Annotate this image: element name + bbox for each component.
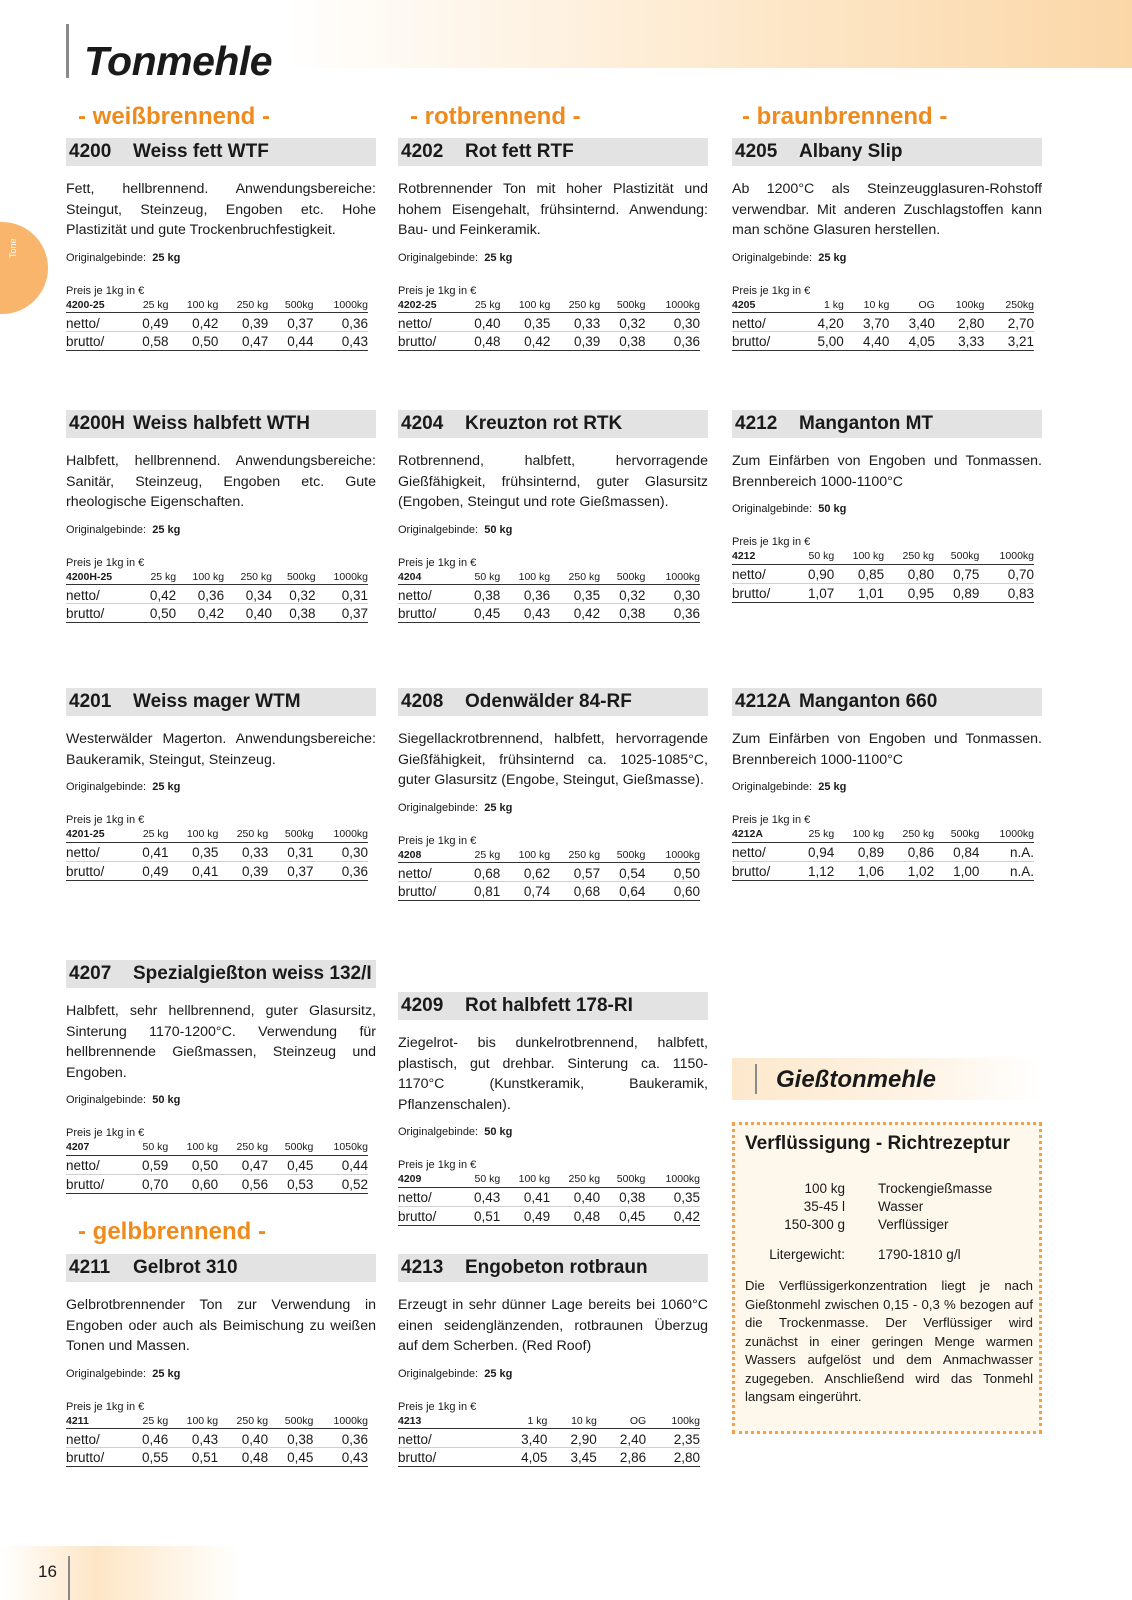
- package-size: 25 kg: [152, 781, 181, 793]
- price-heading: Preis je 1kg in €: [398, 834, 477, 847]
- price-heading: Preis je 1kg in €: [66, 284, 145, 297]
- product-4201: [66, 688, 376, 881]
- price-table: 4207 50 kg 100 kg 250 kg 500kg 1050kg netto/ 0,59 0,50 0,47 0,45 0,44 brutto/ 0,70 0,60 0,56 0,53 0,52: [66, 1141, 368, 1192]
- product-4208: [398, 688, 708, 901]
- product-description: Halbfett, hellbrennend. Anwendungsbereiche: Sanitär, Steinzeug, Engoben etc. Gute rheologische Eigenschaften.: [66, 453, 376, 510]
- package-size: 25 kg: [152, 523, 181, 536]
- product-name: Kreuzton rot RTK: [465, 413, 623, 434]
- product-name: Manganton 660: [799, 691, 938, 712]
- side-tab-label: Tone: [8, 238, 18, 258]
- product-title: [66, 410, 376, 438]
- price-heading: Preis je 1kg in €: [732, 536, 811, 548]
- package-info: Originalgebinde: 25 kg: [66, 1367, 181, 1380]
- price-heading: Preis je 1kg in €: [398, 1159, 477, 1171]
- product-4207: [66, 960, 376, 1194]
- footer-gradient: [0, 1546, 240, 1600]
- product-4205: [732, 138, 1042, 351]
- section-gelbbrennend: - gelbbrennend -: [78, 1218, 266, 1245]
- package-size: 50 kg: [818, 503, 847, 515]
- package-size: 25 kg: [484, 1367, 513, 1380]
- product-number: 4209: [401, 995, 444, 1016]
- title-accent-bar: [66, 24, 69, 78]
- package-info: Originalgebinde: 25 kg: [66, 251, 181, 264]
- product-description: Zum Einfärben von Engoben und Tonmassen. Brennbereich 1000-1100°C: [732, 453, 1042, 490]
- package-size: 25 kg: [818, 251, 847, 264]
- product-number: 4200: [69, 141, 112, 162]
- product-description: Ab 1200°C als Steinzeugglasuren-Rohstoff verwendbar. Mit anderen Zuschlagstoffen kann man schöne Glasuren herstellen.: [732, 181, 1042, 238]
- price-heading: Preis je 1kg in €: [66, 556, 145, 569]
- package-info: Originalgebinde: 25 kg: [66, 523, 181, 536]
- product-title: [398, 410, 708, 438]
- page-number: 16: [38, 1562, 57, 1581]
- product-description: Westerwälder Magerton. Anwendungsbereiche: Baukeramik, Steingut, Steinzeug.: [66, 731, 376, 768]
- package-info: Originalgebinde: 25 kg: [732, 251, 847, 264]
- product-description: Erzeugt in sehr dünner Lage bereits bei 1060°C einen seidenglänzenden, rotbraunen Überzug auf dem Scherben. (Red Roof): [398, 1297, 708, 1354]
- product-title: [398, 688, 708, 716]
- product-number: 4213: [401, 1257, 444, 1278]
- product-title: [398, 992, 708, 1020]
- product-name: Weiss mager WTM: [133, 691, 301, 712]
- package-info: Originalgebinde: 50 kg: [398, 523, 513, 536]
- package-info: Originalgebinde: 25 kg: [398, 251, 513, 264]
- product-number: 4204: [401, 413, 444, 434]
- product-description: Fett, hellbrennend. Anwendungsbereiche: Steingut, Steinzeug, Engoben etc. Hohe Plastizität und gute Trockenbruchfestigkeit.: [66, 181, 376, 238]
- price-heading: Preis je 1kg in €: [398, 1400, 477, 1413]
- product-4200: [66, 138, 376, 351]
- product-4213: [398, 1254, 708, 1467]
- product-number: 4212A: [735, 691, 791, 712]
- product-name: Spezialgießton weiss 132/I: [133, 963, 372, 984]
- price-heading: Preis je 1kg in €: [732, 284, 811, 297]
- section-braunbrennend: - braunbrennend -: [742, 103, 948, 130]
- package-size: 50 kg: [152, 1094, 181, 1106]
- package-size: 25 kg: [152, 251, 181, 264]
- product-name: Albany Slip: [799, 141, 903, 162]
- price-table: 4205 1 kg 10 kg OG 100kg 250kg netto/ 4,20 3,70 3,40 2,80 2,70 brutto/ 5,00 4,40 4,05 3,33 3,21: [732, 298, 1034, 349]
- package-info: Originalgebinde: 50 kg: [66, 1094, 181, 1106]
- price-table: 4204 50 kg 100 kg 250 kg 500kg 1000kg netto/ 0,38 0,36 0,35 0,32 0,30 brutto/ 0,45 0,43 0,42 0,38 0,36: [398, 570, 700, 621]
- price-table: 4211 25 kg 100 kg 250 kg 500kg 1000kg netto/ 0,46 0,43 0,40 0,38 0,36 brutto/ 0,55 0,51 0,48 0,45 0,43: [66, 1414, 368, 1465]
- package-size: 25 kg: [484, 251, 513, 264]
- price-table: 4212 50 kg 100 kg 250 kg 500kg 1000kg netto/ 0,90 0,85 0,80 0,75 0,70 brutto/ 1,07 1,01 0,95 0,89 0,83: [732, 550, 1034, 601]
- package-size: 50 kg: [484, 1126, 513, 1138]
- product-description: Zum Einfärben von Engoben und Tonmassen. Brennbereich 1000-1100°C: [732, 731, 1042, 768]
- product-name: Rot fett RTF: [465, 141, 574, 162]
- product-name: Gelbrot 310: [133, 1257, 238, 1278]
- product-name: Weiss fett WTF: [133, 141, 269, 162]
- giesstonmehle-title: Gießtonmehle: [776, 1066, 937, 1093]
- package-info: Originalgebinde: 25 kg: [398, 1367, 513, 1380]
- product-number: 4208: [401, 691, 444, 712]
- price-heading: Preis je 1kg in €: [398, 284, 477, 297]
- product-4200H: [66, 410, 376, 623]
- product-name: Rot halbfett 178-RI: [465, 995, 633, 1016]
- product-name: Engobeton rotbraun: [465, 1257, 648, 1278]
- package-info: Originalgebinde: 50 kg: [398, 1126, 513, 1138]
- section-rotbrennend: - rotbrennend -: [410, 103, 581, 130]
- product-name: Odenwälder 84-RF: [465, 691, 632, 712]
- package-size: 50 kg: [484, 523, 513, 536]
- price-table: 4200H-25 25 kg 100 kg 250 kg 500kg 1000kg netto/ 0,42 0,36 0,34 0,32 0,31 brutto/ 0,50 0,42 0,40 0,38 0,37: [66, 570, 368, 621]
- giesstonmehle-accent-bar: [755, 1064, 757, 1094]
- recipe-title: Verflüssigung - Richtrezeptur: [745, 1133, 1010, 1154]
- product-name: Weiss halbfett WTH: [133, 413, 310, 434]
- product-title: [66, 960, 376, 988]
- product-4211: [66, 1254, 376, 1467]
- product-title: [398, 1254, 708, 1282]
- product-4204: [398, 410, 708, 623]
- footer-accent-bar: [68, 1556, 70, 1600]
- product-number: 4207: [69, 963, 112, 984]
- product-title: [398, 138, 708, 166]
- product-4202: [398, 138, 708, 351]
- product-description: Halbfett, sehr hellbrennend, guter Glasursitz, Sinterung 1170-1200°C. Verwendung für hellbrennende Gießmassen, Steinzeug und Engoben.: [66, 1003, 376, 1081]
- package-info: Originalgebinde: 25 kg: [66, 781, 181, 793]
- product-number: 4201: [69, 691, 112, 712]
- product-number: 4200H: [69, 413, 125, 434]
- product-4212: [732, 410, 1042, 603]
- product-4212A: [732, 688, 1042, 881]
- product-title: [732, 138, 1042, 166]
- product-number: 4211: [69, 1257, 111, 1278]
- price-table: 4209 50 kg 100 kg 250 kg 500kg 1000kg netto/ 0,43 0,41 0,40 0,38 0,35 brutto/ 0,51 0,49 0,48 0,45 0,42: [398, 1173, 700, 1224]
- price-table: 4201-25 25 kg 100 kg 250 kg 500kg 1000kg netto/ 0,41 0,35 0,33 0,31 0,30 brutto/ 0,49 0,41 0,39 0,37 0,36: [66, 828, 368, 879]
- product-number: 4202: [401, 141, 444, 162]
- product-4209: [398, 992, 708, 1226]
- price-table: 4213 1 kg 10 kg OG 100kg netto/ 3,40 2,90 2,40 2,35 brutto/ 4,05 3,45 2,86 2,80: [398, 1414, 700, 1465]
- product-title: [732, 410, 1042, 438]
- price-table: 4202-25 25 kg 100 kg 250 kg 500kg 1000kg netto/ 0,40 0,35 0,33 0,32 0,30 brutto/ 0,48 0,42 0,39 0,38 0,36: [398, 298, 700, 349]
- product-description: Gelbrotbrennender Ton zur Verwendung in Engoben oder auch als Beimischung zu weißen Tonen und Massen.: [66, 1297, 376, 1354]
- price-heading: Preis je 1kg in €: [66, 1400, 145, 1413]
- product-title: [66, 138, 376, 166]
- recipe-note: Die Verflüssigerkonzentration liegt je nach Gießtonmehl zwischen 0,15 - 0,3 % bezogen auf die Trockenmasse. Der Verflüssiger wird zunächst in einer geringen Menge warmen Wassers aufgelöst und dem Anmachwasser zugegeben. Anschließend wird das Tonmehl langsam eingerührt.: [745, 1278, 1033, 1404]
- product-title: [66, 688, 376, 716]
- product-number: 4205: [735, 141, 778, 162]
- recipe-box: Verflüssigung - Richtrezeptur 100 kg Trockengießmasse 35-45 l Wasser 150-300 g Verflüssiger Litergewicht: 1790-1810 g/l Die Verflüssigerkonzentration liegt je nach Gießtonmehl zwischen 0,15 - 0,3 % bezogen auf die Trockenmasse. Der Verflüssiger wird zunächst in einer geringen Menge warmen Wassers aufgelöst und dem Anmachwasser zugegeben. Anschließend wird das Tonmehl langsam eingerührt.: [732, 1122, 1042, 1434]
- product-title: [66, 1254, 376, 1282]
- package-size: 25 kg: [152, 1367, 181, 1380]
- price-table: 4212A 25 kg 100 kg 250 kg 500kg 1000kg netto/ 0,94 0,89 0,86 0,84 n.A. brutto/ 1,12 1,06 1,02 1,00 n.A.: [732, 828, 1034, 879]
- product-name: Manganton MT: [799, 413, 934, 434]
- price-heading: Preis je 1kg in €: [66, 1127, 145, 1139]
- package-info: Originalgebinde: 25 kg: [398, 801, 513, 814]
- price-heading: Preis je 1kg in €: [66, 814, 145, 826]
- product-description: Rotbrennend, halbfett, hervorragende Gießfähigkeit, frühsinternd, guter Glasursitz (Engoben, Steingut und rote Gießmassen).: [398, 453, 708, 510]
- package-info: Originalgebinde: 50 kg: [732, 503, 847, 515]
- price-table: 4208 25 kg 100 kg 250 kg 500kg 1000kg netto/ 0,68 0,62 0,57 0,54 0,50 brutto/ 0,81 0,74 0,68 0,64 0,60: [398, 848, 700, 899]
- page-title: Tonmehle: [84, 38, 273, 84]
- product-number: 4212: [735, 413, 778, 434]
- product-description: Rotbrennender Ton mit hoher Plastizität und hohem Eisengehalt, frühsinternd. Anwendung: Bau- und Feinkeramik.: [398, 181, 708, 238]
- price-table: 4200-25 25 kg 100 kg 250 kg 500kg 1000kg netto/ 0,49 0,42 0,39 0,37 0,36 brutto/ 0,58 0,50 0,47 0,44 0,43: [66, 298, 368, 349]
- package-size: 25 kg: [818, 781, 847, 793]
- side-tab: [0, 222, 48, 314]
- product-description: Siegellackrotbrennend, halbfett, hervorragende Gießfähigkeit, frühsinternd ca. 1025-1085°C, guter Glasursitz (Engobe, Steingut, Gießmasse).: [398, 731, 708, 788]
- section-weissbrennend: - weißbrennend -: [78, 103, 270, 130]
- product-description: Ziegelrot- bis dunkelrotbrennend, halbfett, plastisch, gut drehbar. Sinterung ca. 1150-1170°C (Kunstkeramik, Baukeramik, Pflanzenschalen).: [398, 1035, 708, 1113]
- package-size: 25 kg: [484, 801, 513, 814]
- price-heading: Preis je 1kg in €: [398, 556, 477, 569]
- product-title: [732, 688, 1042, 716]
- package-info: Originalgebinde: 25 kg: [732, 781, 847, 793]
- price-heading: Preis je 1kg in €: [732, 814, 811, 826]
